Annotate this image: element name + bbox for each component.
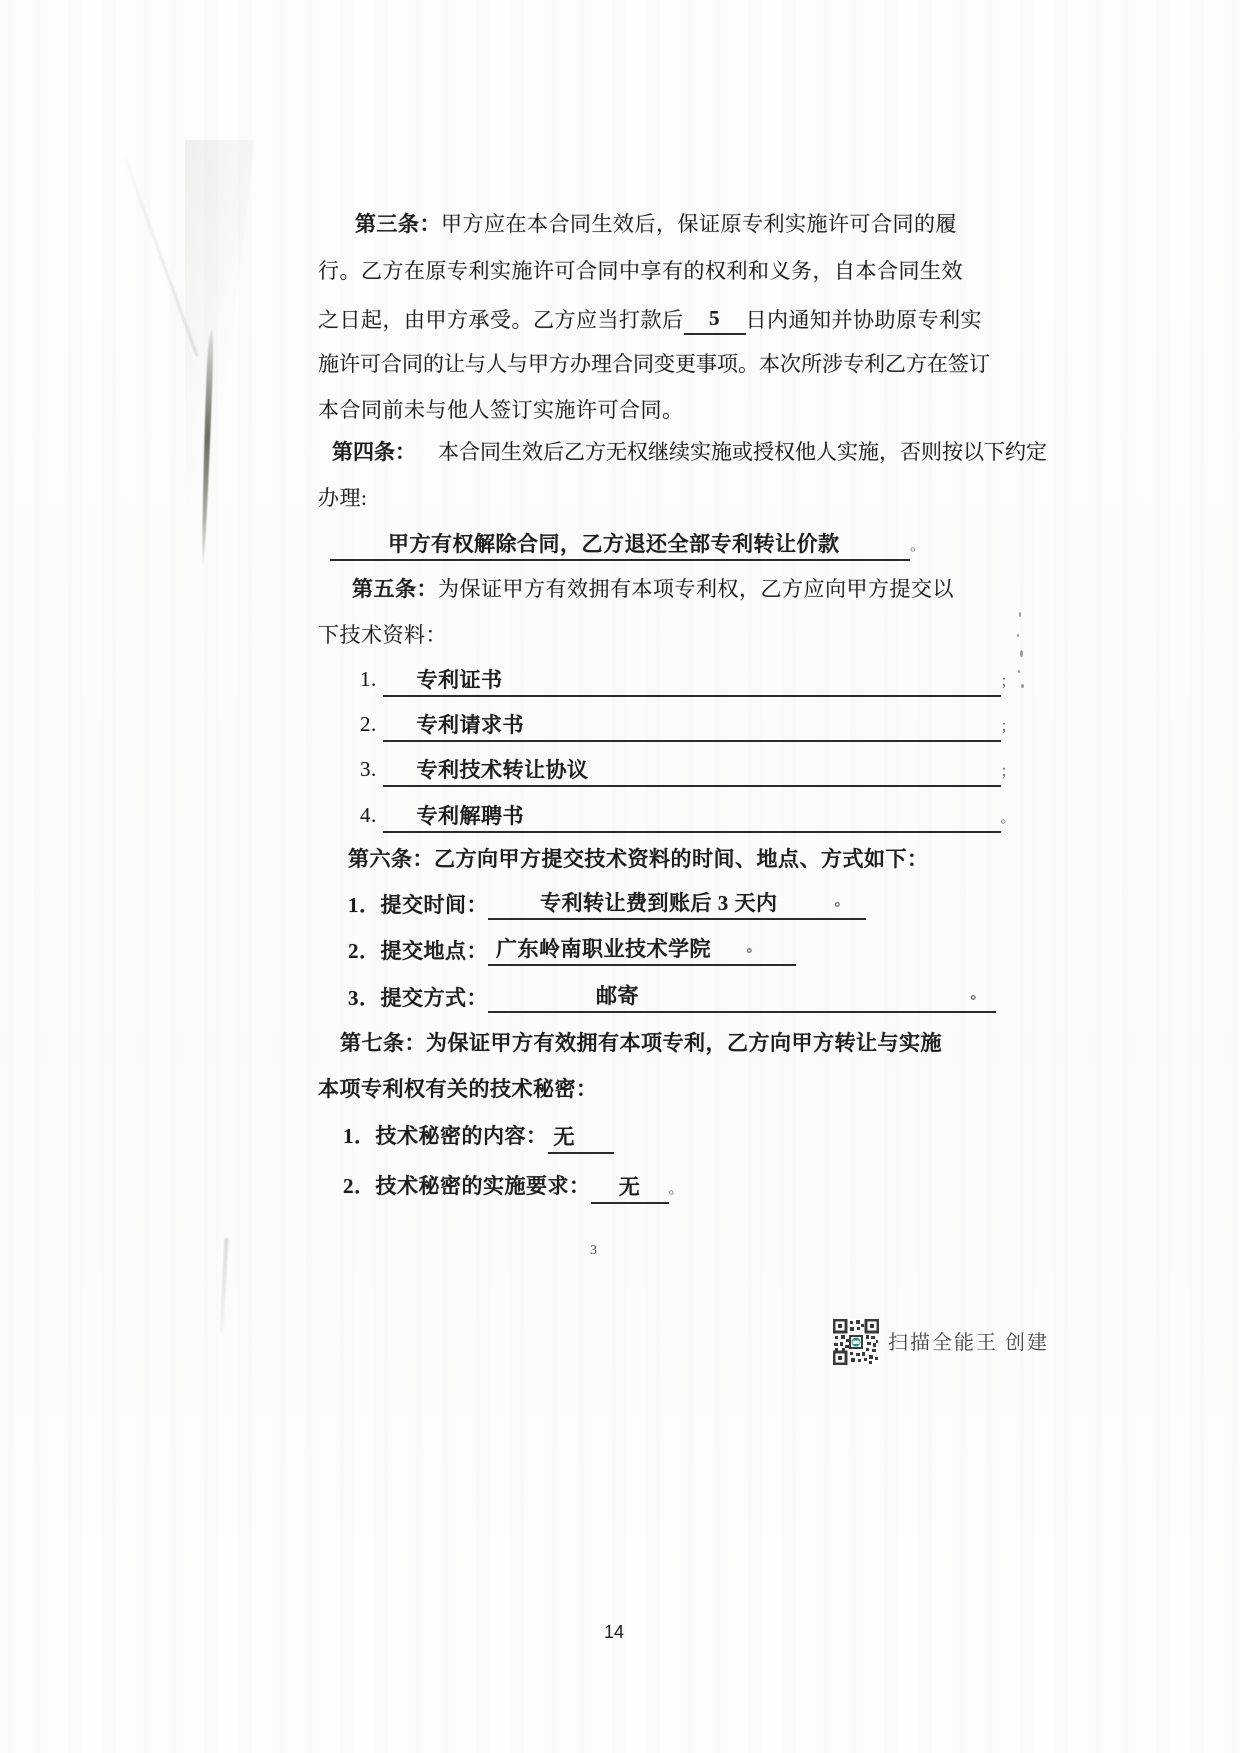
clause4-line2: 办理: bbox=[318, 486, 368, 510]
clause4-answer-line bbox=[330, 528, 926, 561]
item-number: 2． bbox=[348, 939, 381, 963]
list-item bbox=[360, 664, 1016, 697]
clause5-text1: 为保证甲方有效拥有本项专利权，乙方应向甲方提交以 bbox=[438, 577, 954, 601]
item-blank: 无 bbox=[548, 1122, 614, 1154]
item-blank: 专利转让费到账后 3 天内 。 bbox=[488, 888, 866, 920]
item-label: 技术秘密的内容： bbox=[375, 1124, 548, 1148]
item-number: 1． bbox=[343, 1124, 376, 1148]
clause4-answer-tail: 。 bbox=[910, 538, 926, 554]
clause3-line1 bbox=[355, 209, 957, 239]
qr-code-icon bbox=[833, 1319, 879, 1365]
item-label: 提交时间： bbox=[380, 893, 488, 917]
clause3-text3-post: 日内通知并协助原专利实 bbox=[745, 308, 982, 332]
item-tail: 。 bbox=[1000, 810, 1017, 826]
list-item bbox=[348, 888, 866, 920]
item-tail: ； bbox=[1000, 764, 1017, 780]
item-number: 2． bbox=[343, 1174, 376, 1198]
list-item bbox=[343, 1121, 614, 1154]
list-item bbox=[360, 754, 1016, 787]
clause3-line5: 本合同前未与他人签订实施许可合同。 bbox=[318, 398, 684, 422]
item-tail: 。 bbox=[668, 1181, 685, 1197]
scan-edge-shadow bbox=[220, 1238, 229, 1333]
origin-page-mark: 3 bbox=[590, 1243, 597, 1258]
item-number: 1． bbox=[348, 893, 381, 917]
item-number: 4. bbox=[360, 803, 377, 827]
item-tail: 。 bbox=[834, 893, 850, 909]
item-label: 技术秘密的实施要求： bbox=[375, 1174, 591, 1198]
item-blank: 专利解聘书 bbox=[383, 801, 1001, 833]
item-label: 提交地点： bbox=[380, 939, 488, 963]
item-label: 提交方式： bbox=[380, 986, 488, 1010]
item-number: 3． bbox=[348, 986, 381, 1010]
clause3-text1: 甲方应在本合同生效后，保证原专利实施许可合同的履 bbox=[441, 212, 957, 236]
clause4-answer-blank: 甲方有权解除合同，乙方退还全部专利转让价款 bbox=[330, 529, 910, 561]
list-item bbox=[343, 1171, 684, 1204]
clause3-line4: 施许可合同的让与人与甲方办理合同变更事项。本次所涉专利乙方在签订 bbox=[318, 352, 990, 376]
item-tail: ； bbox=[1000, 719, 1017, 735]
item-number: 1. bbox=[360, 667, 377, 691]
scan-speckles bbox=[1016, 612, 1026, 692]
clause6-line1 bbox=[348, 844, 929, 874]
item-number: 3. bbox=[360, 757, 377, 781]
clause7-text1: 为保证甲方有效拥有本项专利，乙方向甲方转让与实施 bbox=[426, 1031, 942, 1055]
clause3-header: 第三条： bbox=[355, 212, 441, 236]
item-blank: 专利证书 bbox=[383, 665, 1001, 697]
item-number: 2. bbox=[360, 712, 377, 736]
item-blank: 专利技术转让协议 bbox=[383, 755, 1001, 787]
clause7-header: 第七条： bbox=[340, 1031, 426, 1055]
item-tail: 。 bbox=[970, 986, 986, 1002]
item-blank: 专利请求书 bbox=[383, 710, 1001, 742]
clause5-header: 第五条： bbox=[352, 577, 438, 601]
list-item bbox=[360, 800, 1016, 833]
clause6-header: 第六条： bbox=[348, 847, 434, 871]
days-blank: 5 bbox=[684, 303, 746, 335]
clause7-line1 bbox=[340, 1028, 942, 1058]
clause7-line2: 本项专利权有关的技术秘密： bbox=[318, 1077, 598, 1101]
clause4-line1 bbox=[332, 437, 1047, 467]
item-blank: 无 bbox=[591, 1172, 669, 1204]
list-item bbox=[348, 981, 996, 1013]
item-blank: 广东岭南职业技术学院 。 bbox=[488, 934, 796, 966]
clause4-header: 第四条： bbox=[332, 440, 416, 464]
page-number: 14 bbox=[604, 1622, 625, 1642]
clause5-line1 bbox=[352, 574, 954, 604]
item-tail: 。 bbox=[746, 939, 762, 955]
item-blank: 邮寄 。 bbox=[488, 981, 996, 1013]
clause6-text1: 乙方向甲方提交技术资料的时间、地点、方式如下： bbox=[434, 847, 929, 871]
clause3-line3 bbox=[318, 303, 982, 335]
clause4-text1: 本合同生效后乙方无权继续实施或授权他人实施，否则按以下约定 bbox=[438, 440, 1047, 464]
list-item bbox=[348, 934, 796, 966]
item-tail: ； bbox=[1000, 674, 1017, 690]
list-item bbox=[360, 709, 1016, 742]
clause3-line2: 行。乙方在原专利实施许可合同中享有的权利和义务，自本合同生效 bbox=[318, 259, 963, 283]
clause3-text3-pre: 之日起，由甲方承受。乙方应当打款后 bbox=[318, 308, 684, 332]
clause5-line2: 下技术资料： bbox=[318, 623, 447, 647]
scanner-caption: 扫描全能王 创建 bbox=[888, 1332, 1049, 1354]
